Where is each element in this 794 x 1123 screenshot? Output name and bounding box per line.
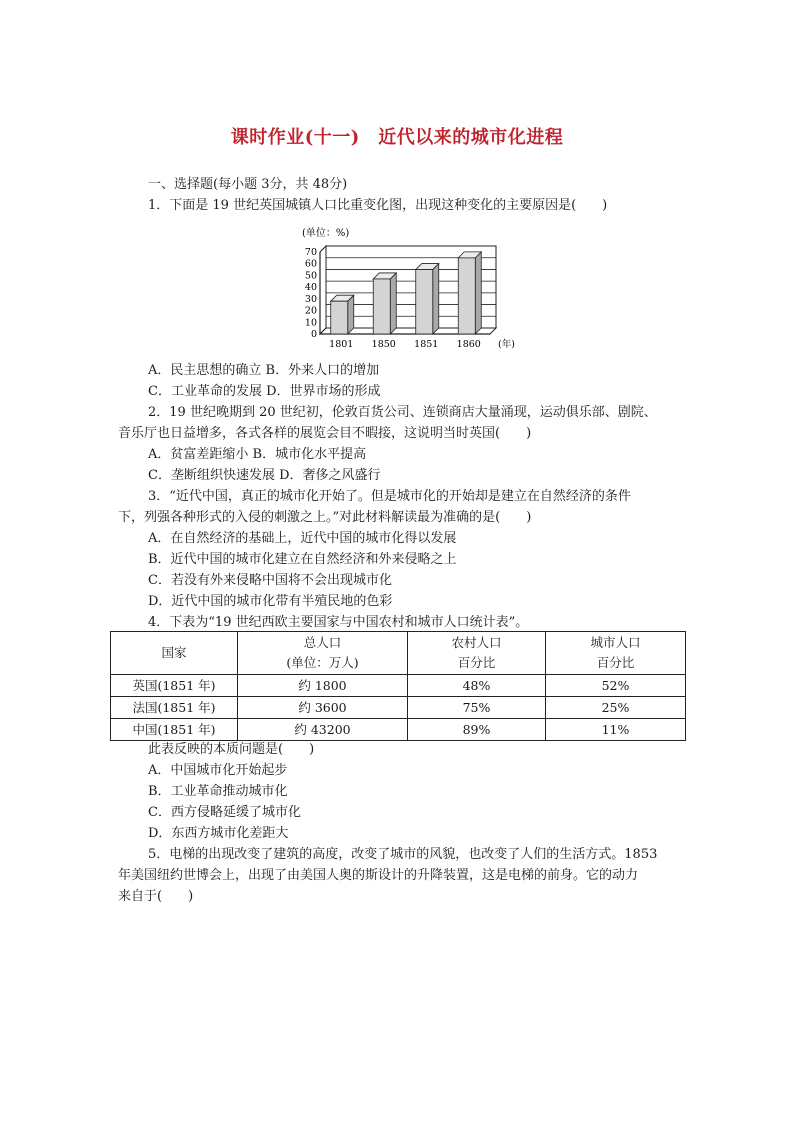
- q4-option-c: C．西方侵略延缓了城市化: [148, 805, 301, 820]
- header-total-population: 总人口 (单位：万人): [238, 632, 408, 675]
- table-cell: 48%: [408, 675, 546, 697]
- y-tick-label: 60: [304, 258, 317, 270]
- header-country: 国家: [111, 632, 238, 675]
- bar-side: [433, 264, 439, 334]
- q3-option-b: B．近代中国的城市化建立在自然经济和外来侵略之上: [148, 552, 457, 567]
- bar: [373, 279, 390, 334]
- q4-stem: 4．下表为“19 世纪西欧主要国家与中国农村和城市人口统计表”。: [148, 615, 529, 630]
- y-tick-label: 40: [304, 282, 317, 294]
- bar-side: [390, 273, 396, 334]
- bar: [331, 301, 348, 334]
- y-tick-label: 50: [304, 270, 317, 282]
- header-rural-percent: 农村人口 百分比: [408, 632, 546, 675]
- table-cell: 约 3600: [238, 697, 408, 719]
- q5-stem-line1: 5．电梯的出现改变了建筑的高度，改变了城市的风貌，也改变了人们的生活方式。1853: [148, 847, 658, 862]
- q5-stem-line2: 年美国纽约世博会上，出现了由美国人奥的斯设计的升降装置，这是电梯的前身。它的动力: [118, 868, 639, 883]
- table-row: [111, 675, 686, 697]
- header-urban-percent: 城市人口 百分比: [546, 632, 686, 675]
- q3-option-c: C．若没有外来侵略中国将不会出现城市化: [148, 573, 392, 588]
- y-tick-label: 0: [310, 329, 317, 340]
- q1-stem: 1．下面是 19 世纪英国城镇人口比重变化图，出现这种变化的主要原因是( ): [148, 198, 608, 213]
- bar: [416, 270, 433, 334]
- table-row: [111, 719, 686, 741]
- x-tick-label: 1860: [456, 339, 481, 350]
- urban-population-bar-chart: [292, 224, 532, 352]
- bar-side: [475, 252, 481, 334]
- q2-options-line2: C．垄断组织快速发展 D．奢侈之风盛行: [148, 468, 381, 483]
- table-cell: 英国(1851 年): [111, 675, 238, 697]
- q3-option-a: A．在自然经济的基础上，近代中国的城市化得以发展: [148, 531, 457, 546]
- q3-option-d: D．近代中国的城市化带有半殖民地的色彩: [148, 594, 393, 609]
- page-title: 课时作业(十一) 近代以来的城市化进程: [230, 127, 564, 148]
- q2-stem-line2: 音乐厅也日益增多，各式各样的展览会目不暇接，这说明当时英国( ): [118, 426, 532, 441]
- table-cell: 25%: [546, 697, 686, 719]
- chart-marks: [305, 246, 515, 350]
- q3-stem-line1: 3．“近代中国，真正的城市化开始了。但是城市化的开始却是建立在自然经济的条件: [148, 489, 631, 504]
- x-unit-label: (年): [498, 339, 515, 350]
- bar: [458, 258, 475, 334]
- q4-follow: 此表反映的本质问题是( ): [148, 742, 315, 757]
- q4-option-b: B．工业革命推动城市化: [148, 784, 288, 799]
- x-tick-label: 1850: [371, 339, 396, 350]
- y-tick-label: 10: [304, 317, 317, 329]
- table-cell: 约 1800: [238, 675, 408, 697]
- table-row: [111, 697, 686, 719]
- q4-option-a: A．中国城市化开始起步: [148, 763, 288, 778]
- q3-stem-line2: 下，列强各种形式的入侵的刺激之上。”对此材料解读最为准确的是( ): [118, 510, 532, 525]
- q1-options-line1: A．民主思想的确立 B．外来人口的增加: [148, 363, 380, 378]
- table-cell: 75%: [408, 697, 546, 719]
- table-cell: 约 43200: [238, 719, 408, 741]
- chart-unit-label: (单位：%): [302, 228, 350, 239]
- chart-svg: [292, 224, 532, 352]
- section-heading: 一、选择题(每小题 3分，共 48分): [148, 177, 348, 192]
- chart-side-wall: [320, 246, 326, 334]
- y-tick-label: 20: [304, 305, 317, 317]
- y-tick-label: 30: [304, 293, 317, 305]
- table-cell: 11%: [546, 719, 686, 741]
- population-table: [110, 631, 686, 741]
- table-cell: 52%: [546, 675, 686, 697]
- table-cell: 法国(1851 年): [111, 697, 238, 719]
- q2-stem-line1: 2．19 世纪晚期到 20 世纪初，伦敦百货公司、连锁商店大量涌现，运动俱乐部、剧院、: [148, 405, 657, 420]
- q4-option-d: D．东西方城市化差距大: [148, 826, 289, 841]
- x-tick-label: 1851: [414, 339, 439, 350]
- bar-side: [348, 295, 354, 334]
- table-cell: 89%: [408, 719, 546, 741]
- q1-options-line2: C．工业革命的发展 D．世界市场的形成: [148, 384, 381, 399]
- x-tick-label: 1801: [329, 339, 354, 350]
- q2-options-line1: A．贫富差距缩小 B．城市化水平提高: [148, 447, 367, 462]
- table-cell: 中国(1851 年): [111, 719, 238, 741]
- q5-stem-line3: 来自于( ): [118, 889, 194, 904]
- y-tick-label: 70: [304, 247, 317, 258]
- table-header-row: [111, 632, 686, 675]
